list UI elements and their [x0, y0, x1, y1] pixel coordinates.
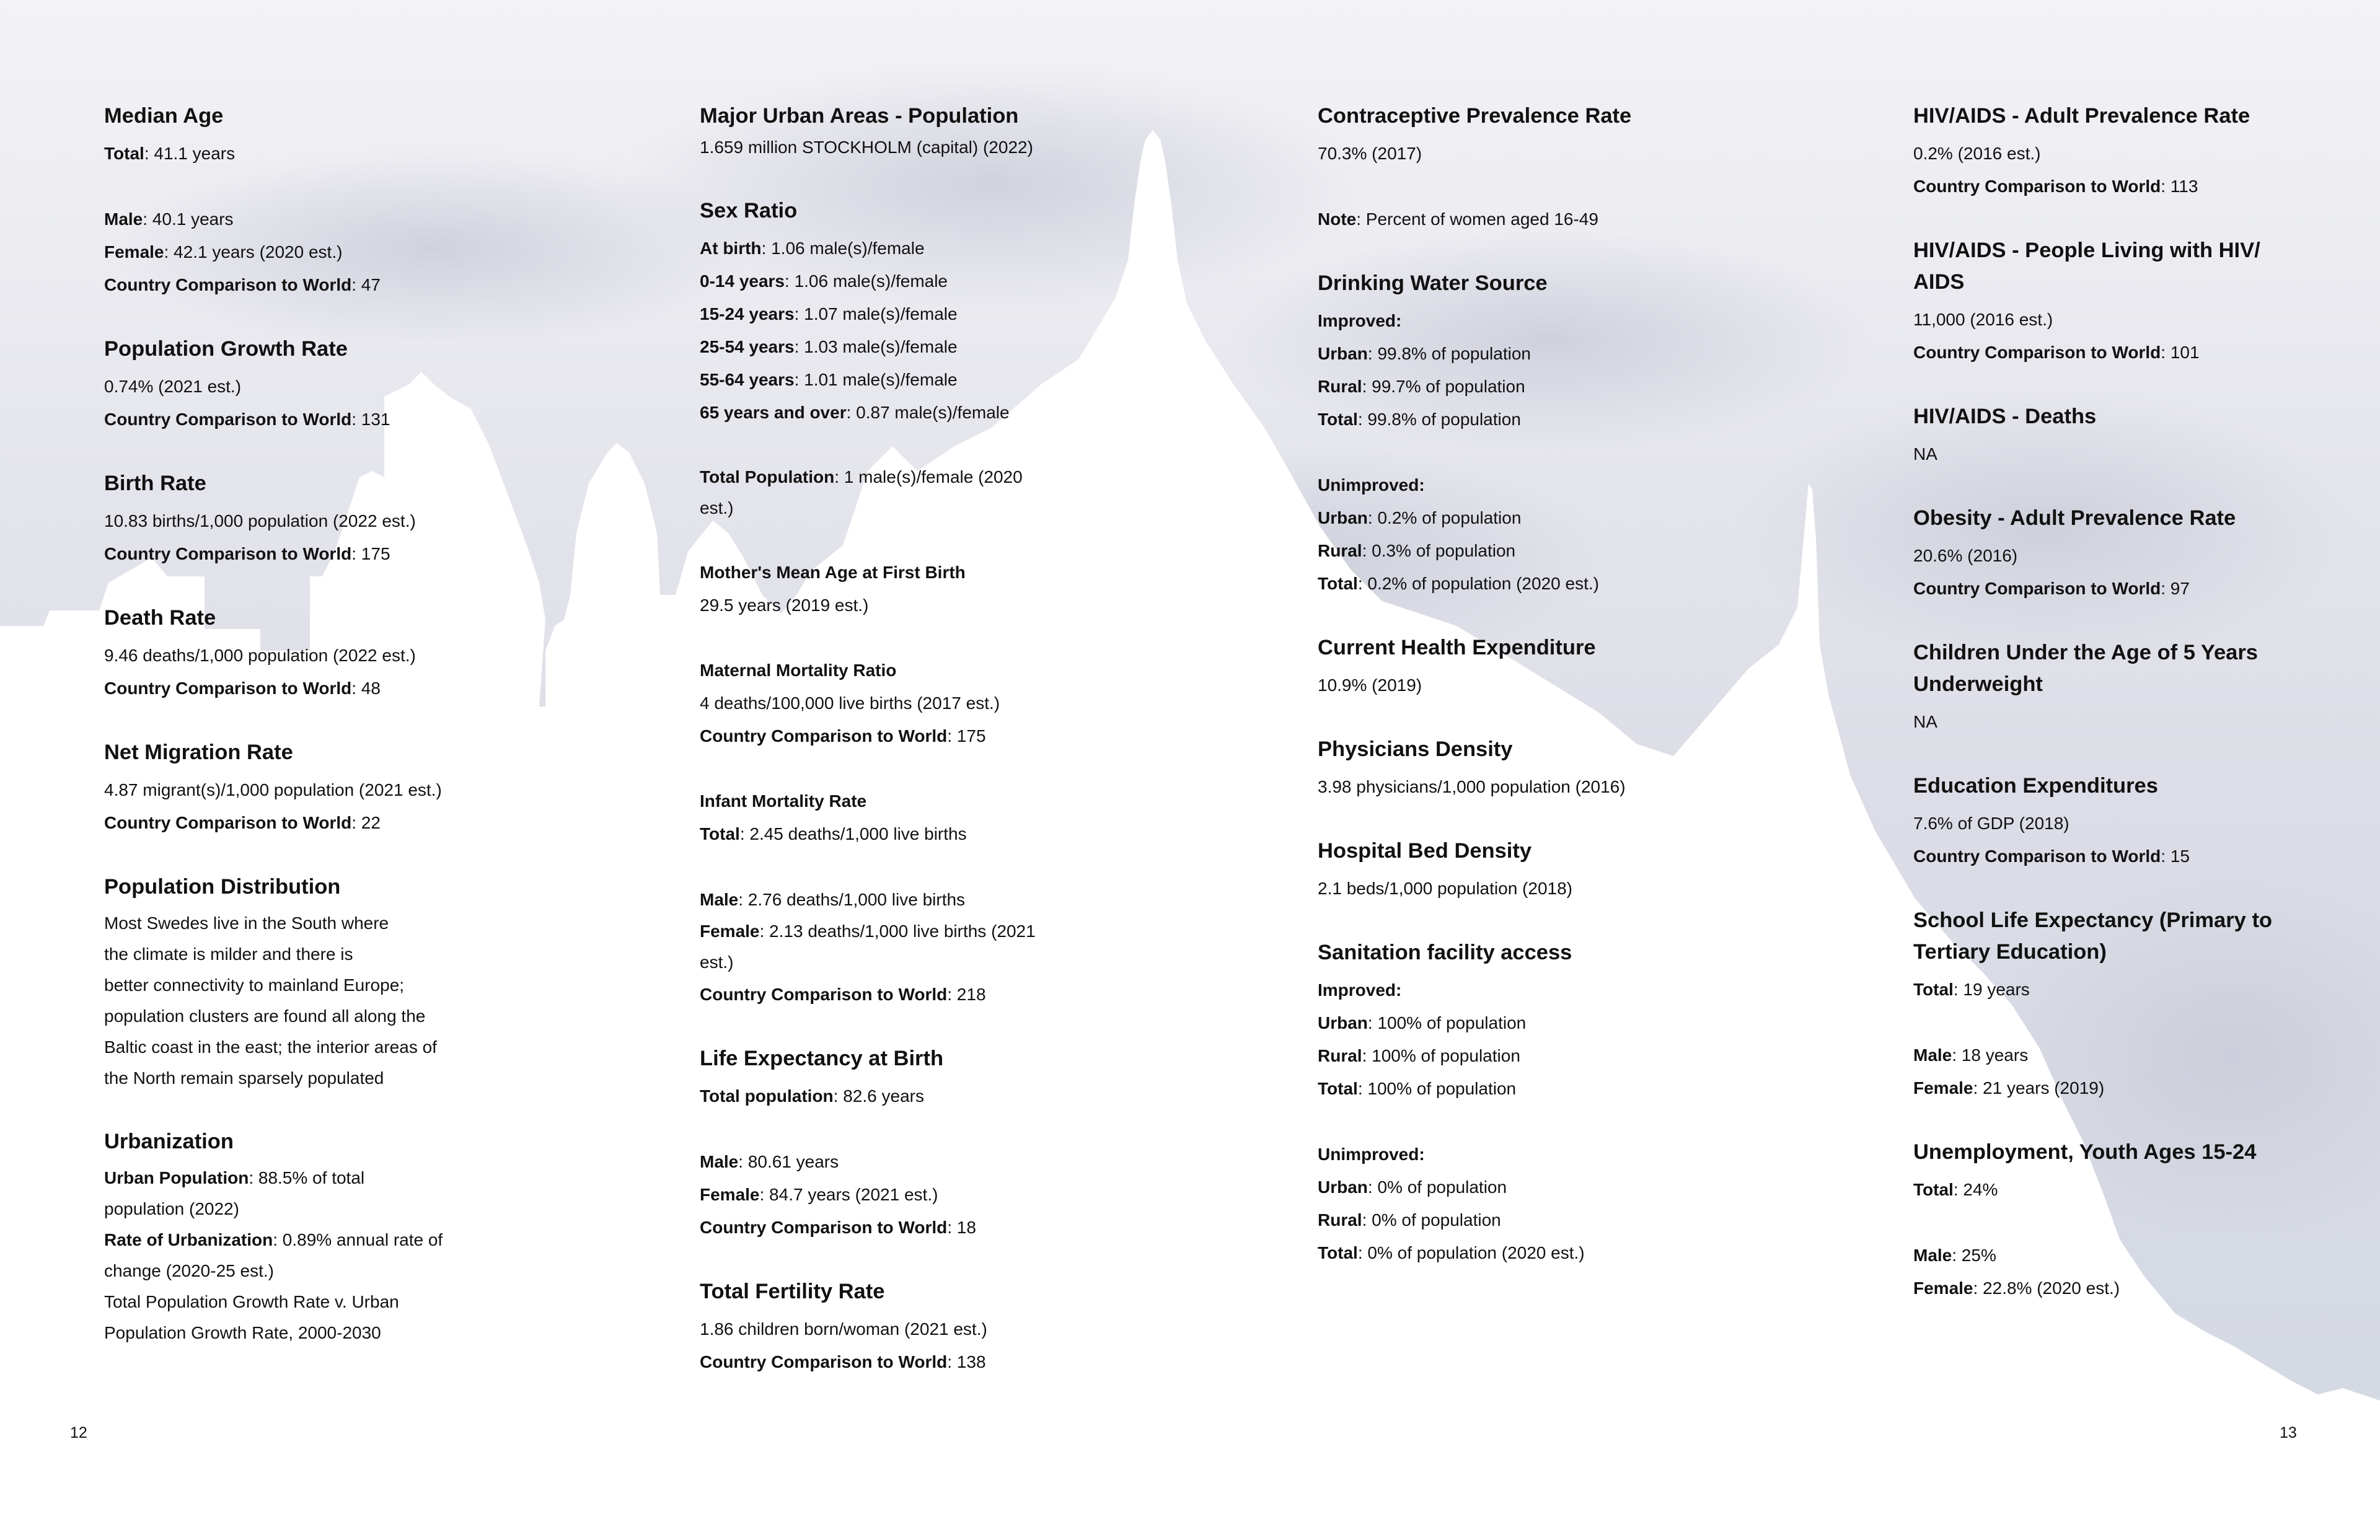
stat-line: Male: 2.76 deaths/1,000 live births — [700, 890, 966, 909]
life-expectancy-section — [700, 1043, 1134, 1244]
stat-label: Unimproved: — [1318, 475, 1425, 495]
country-comparison: Country Comparison to World: 47 — [104, 275, 381, 294]
stat-line: est.) — [700, 498, 734, 517]
stat-line: Total Population: 1 male(s)/female (2020 — [700, 467, 1023, 486]
country-comparison: Country Comparison to World: 138 — [700, 1352, 986, 1371]
paragraph-line: population clusters are found all along the — [104, 1006, 426, 1026]
stat-line: Total: 0.2% of population (2020 est.) — [1318, 574, 1599, 593]
country-comparison: Country Comparison to World: 48 — [104, 679, 381, 698]
stat-value: 0.74% (2021 est.) — [104, 377, 242, 396]
sex-ratio-section — [700, 195, 1134, 524]
stat-line: Rural: 0% of population — [1318, 1210, 1501, 1230]
stat-line: 65 years and over: 0.87 male(s)/female — [700, 403, 1010, 422]
stat-line: Rural: 0.3% of population — [1318, 541, 1516, 560]
section-title: School Life Expectancy (Primary to Tertiary Education) — [1913, 909, 2273, 964]
stat-line: Female: 84.7 years (2021 est.) — [700, 1185, 938, 1204]
population-distribution-section — [104, 871, 538, 1094]
stat-line: change (2020-25 est.) — [104, 1261, 274, 1280]
stat-line: Total Population Growth Rate v. Urban — [104, 1292, 399, 1311]
stat-line: Female: 22.8% (2020 est.) — [1913, 1278, 2120, 1298]
hiv-living-section — [1913, 235, 2310, 369]
section-subtitle: Infant Mortality Rate — [700, 791, 867, 811]
stat-line: Urban Population: 88.5% of total — [104, 1168, 365, 1187]
section-title: Total Fertility Rate — [700, 1280, 885, 1303]
stat-value: 4.87 migrant(s)/1,000 population (2021 est.) — [104, 780, 442, 799]
stat-line: Female: 21 years (2019) — [1913, 1078, 2105, 1098]
health-expenditure-section — [1318, 632, 1752, 702]
stat-value: 29.5 years (2019 est.) — [700, 596, 869, 615]
stat-value: NA — [1913, 712, 1937, 731]
physicians-density-section — [1318, 734, 1752, 803]
hiv-prevalence-section — [1913, 100, 2310, 203]
stat-value: 1.86 children born/woman (2021 est.) — [700, 1319, 987, 1339]
infant-mortality-section — [700, 785, 1134, 1011]
stat-value: 4 deaths/100,000 live births (2017 est.) — [700, 693, 1000, 713]
section-title: HIV/AIDS - People Living with HIV/ AIDS — [1913, 239, 2260, 294]
stat-line: Total: 24% — [1913, 1180, 1998, 1199]
country-comparison: Country Comparison to World: 18 — [700, 1218, 976, 1237]
stat-label: Improved: — [1318, 311, 1402, 330]
stat-value: 9.46 deaths/1,000 population (2022 est.) — [104, 646, 416, 665]
obesity-section — [1913, 503, 2310, 605]
mother-age-section — [700, 556, 1134, 622]
country-comparison: Country Comparison to World: 175 — [700, 726, 986, 746]
column-2 — [700, 100, 1134, 1410]
section-title: Birth Rate — [104, 472, 206, 495]
maternal-mortality-section — [700, 654, 1134, 752]
paragraph-line: Most Swedes live in the South where — [104, 913, 389, 933]
stat-line: Urban: 0.2% of population — [1318, 508, 1522, 527]
note-line: Note: Percent of women aged 16-49 — [1318, 209, 1598, 229]
country-comparison: Country Comparison to World: 113 — [1913, 177, 2198, 196]
section-title: HIV/AIDS - Adult Prevalence Rate — [1913, 104, 2250, 128]
section-title: Physicians Density — [1318, 737, 1513, 761]
paragraph-line: the North remain sparsely populated — [104, 1068, 384, 1088]
section-title: Obesity - Adult Prevalence Rate — [1913, 506, 2236, 530]
stat-line: Female: 2.13 deaths/1,000 live births (2021 — [700, 922, 1036, 941]
section-title: Median Age — [104, 104, 224, 128]
section-title: HIV/AIDS - Deaths — [1913, 405, 2097, 428]
stat-line: Female: 42.1 years (2020 est.) — [104, 242, 343, 262]
section-title: Education Expenditures — [1913, 774, 2158, 798]
stat-line: Rural: 100% of population — [1318, 1046, 1520, 1065]
section-title: Major Urban Areas - Population — [700, 104, 1019, 128]
section-subtitle: Maternal Mortality Ratio — [700, 661, 897, 680]
stat-value: 70.3% (2017) — [1318, 144, 1422, 163]
section-title: Unemployment, Youth Ages 15-24 — [1913, 1140, 2257, 1164]
unemployment-section — [1913, 1137, 2310, 1305]
section-title: Sanitation facility access — [1318, 941, 1572, 964]
hiv-deaths-section — [1913, 401, 2310, 470]
contraceptive-section — [1318, 100, 1752, 235]
stat-line: est.) — [700, 953, 734, 972]
stat-line: Male: 25% — [1913, 1246, 1996, 1265]
stat-line: Rate of Urbanization: 0.89% annual rate of — [104, 1230, 443, 1249]
paragraph-line: the climate is milder and there is — [104, 944, 353, 964]
country-comparison: Country Comparison to World: 101 — [1913, 343, 2200, 362]
section-subtitle: Mother's Mean Age at First Birth — [700, 563, 966, 582]
stat-line: Male: 18 years — [1913, 1045, 2029, 1065]
death-rate-section — [104, 602, 538, 705]
section-title: Sex Ratio — [700, 199, 798, 222]
stat-line: Male: 40.1 years — [104, 209, 234, 229]
section-title: Drinking Water Source — [1318, 271, 1548, 295]
section-title: Hospital Bed Density — [1318, 839, 1532, 863]
stat-line: 55-64 years: 1.01 male(s)/female — [700, 370, 958, 389]
stat-value: 0.2% (2016 est.) — [1913, 144, 2041, 163]
section-title: Urbanization — [104, 1130, 234, 1153]
stat-line: Total: 0% of population (2020 est.) — [1318, 1243, 1585, 1262]
stat-line: Population Growth Rate, 2000-2030 — [104, 1323, 381, 1342]
stat-value: NA — [1913, 444, 1937, 464]
country-comparison: Country Comparison to World: 15 — [1913, 847, 2190, 866]
net-migration-section — [104, 737, 538, 839]
country-comparison: Country Comparison to World: 175 — [104, 544, 390, 563]
stat-line: Total population: 82.6 years — [700, 1086, 924, 1106]
stat-line: Total: 41.1 years — [104, 144, 236, 163]
stat-value: 7.6% of GDP (2018) — [1913, 814, 2069, 833]
country-comparison: Country Comparison to World: 22 — [104, 813, 381, 832]
sanitation-section — [1318, 937, 1752, 1269]
stat-line: Rural: 99.7% of population — [1318, 377, 1525, 396]
paragraph-line: better connectivity to mainland Europe; — [104, 975, 405, 995]
stat-line: Total: 99.8% of population — [1318, 410, 1521, 429]
school-life-section — [1913, 905, 2310, 1104]
stat-value: 2.1 beds/1,000 population (2018) — [1318, 879, 1572, 898]
stat-line: population (2022) — [104, 1199, 239, 1218]
section-title: Population Distribution — [104, 875, 341, 899]
underweight-section — [1913, 637, 2310, 738]
stat-line: Urban: 99.8% of population — [1318, 344, 1531, 363]
stat-value: 11,000 (2016 est.) — [1913, 310, 2053, 329]
page-number-right: 13 — [2280, 1424, 2297, 1441]
page-number-left: 12 — [70, 1424, 87, 1441]
median-age-section — [104, 100, 538, 301]
section-title: Net Migration Rate — [104, 741, 293, 764]
urbanization-section — [104, 1126, 538, 1349]
column-3 — [1318, 100, 1752, 1301]
section-title: Life Expectancy at Birth — [700, 1047, 944, 1070]
stat-line: Urban: 100% of population — [1318, 1013, 1527, 1032]
stat-value: 1.659 million STOCKHOLM (capital) (2022) — [700, 138, 1033, 157]
paragraph-line: Baltic coast in the east; the interior areas of — [104, 1037, 437, 1057]
stat-line: Total: 2.45 deaths/1,000 live births — [700, 824, 967, 843]
section-title: Death Rate — [104, 606, 216, 630]
stat-line: Total: 100% of population — [1318, 1079, 1517, 1098]
stat-value: 10.9% (2019) — [1318, 675, 1422, 695]
population-growth-section — [104, 333, 538, 436]
stat-value: 10.83 births/1,000 population (2022 est.) — [104, 511, 416, 530]
stat-line: At birth: 1.06 male(s)/female — [700, 239, 925, 258]
education-expenditures-section — [1913, 770, 2310, 873]
country-comparison: Country Comparison to World: 97 — [1913, 579, 2190, 598]
birth-rate-section — [104, 468, 538, 570]
drinking-water-section — [1318, 268, 1752, 600]
stat-label: Unimproved: — [1318, 1145, 1425, 1164]
stat-line: Total: 19 years — [1913, 980, 2030, 999]
stat-label: Improved: — [1318, 980, 1402, 1000]
stat-line: 25-54 years: 1.03 male(s)/female — [700, 337, 958, 356]
urban-areas-section — [700, 100, 1134, 163]
country-comparison: Country Comparison to World: 131 — [104, 410, 390, 429]
country-comparison: Country Comparison to World: 218 — [700, 985, 986, 1004]
stat-line: 0-14 years: 1.06 male(s)/female — [700, 271, 948, 291]
column-1 — [104, 100, 538, 1381]
stat-line: 15-24 years: 1.07 male(s)/female — [700, 304, 958, 323]
stat-line: Urban: 0% of population — [1318, 1177, 1507, 1197]
hospital-bed-section — [1318, 835, 1752, 905]
section-title: Children Under the Age of 5 Years Underweight — [1913, 641, 2258, 696]
stat-line: Male: 80.61 years — [700, 1152, 839, 1171]
fertility-rate-section — [700, 1276, 1134, 1378]
section-title: Contraceptive Prevalence Rate — [1318, 104, 1632, 128]
stat-value: 3.98 physicians/1,000 population (2016) — [1318, 777, 1626, 796]
section-title: Current Health Expenditure — [1318, 636, 1596, 659]
stat-value: 20.6% (2016) — [1913, 546, 2018, 565]
column-4 — [1913, 100, 2310, 1337]
section-title: Population Growth Rate — [104, 337, 348, 361]
